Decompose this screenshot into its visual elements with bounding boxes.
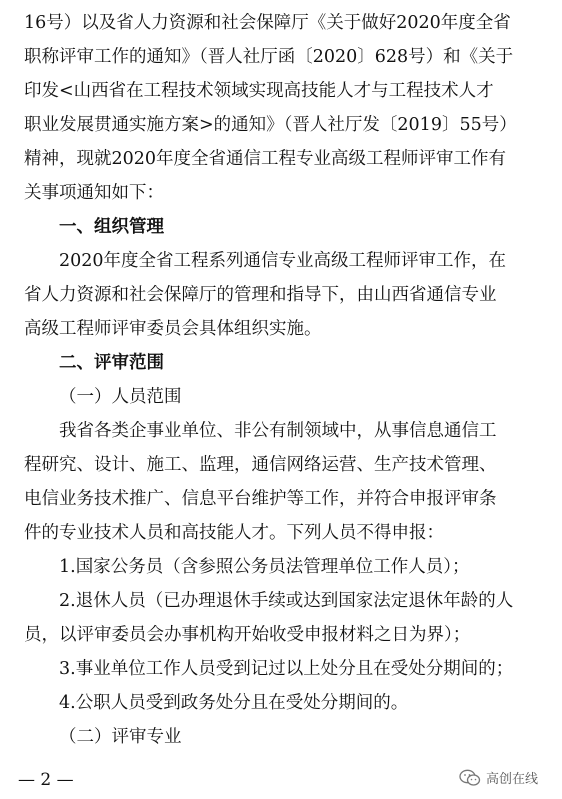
document-body: [24, 6, 540, 754]
text-line: （一）人员范围: [59, 387, 182, 407]
text-line: 职业发展贯通实施方案>的通知》（晋人社厅发〔2019〕55号）: [24, 115, 517, 135]
text-line: 程研究、设计、施工、监理，通信网络运营、生产技术管理、: [24, 455, 497, 475]
section-heading: 一、组织管理: [59, 217, 164, 237]
text-line: 2020年度全省工程系列通信专业高级工程师评审工作，在: [59, 251, 507, 271]
text-line: 件的专业技术人员和高技能人才。下列人员不得申报：: [24, 523, 444, 543]
text-line: 省人力资源和社会保障厅的管理和指导下，由山西省通信专业: [24, 285, 497, 305]
wechat-icon: [459, 769, 481, 787]
text-line: 1.国家公务员（含参照公务员法管理单位工作人员）；: [59, 557, 470, 577]
text-line: 2.退休人员（已办理退休手续或达到国家法定退休年龄的人: [59, 591, 514, 611]
text-line: 关事项通知如下：: [24, 183, 164, 203]
text-line: 16号）以及省人力资源和社会保障厅《关于做好2020年度全省: [24, 13, 511, 33]
text-line: 印发<山西省在工程技术领域实现高技能人才与工程技术人才: [24, 81, 494, 101]
watermark-text: 高创在线: [485, 772, 538, 787]
text-line: 员，以评审委员会办事机构开始收受申报材料之日为界）；: [24, 625, 471, 645]
watermark: [459, 768, 538, 787]
text-line: 电信业务技术推广、信息平台维护等工作，并符合申报评审条: [24, 489, 497, 509]
text-line: 我省各类企事业单位、非公有制领域中，从事信息通信工: [59, 421, 497, 441]
text-line: 4.公职人员受到政务处分且在受处分期间的。: [59, 693, 409, 713]
text-line: 3.事业单位工作人员受到记过以上处分且在受处分期间的；: [59, 659, 514, 679]
section-heading: 二、评审范围: [59, 353, 164, 373]
page-number: — 2 —: [18, 770, 74, 790]
text-line: 高级工程师评审委员会具体组织实施。: [24, 319, 322, 339]
text-line: （二）评审专业: [59, 727, 182, 747]
text-line: 职称评审工作的通知》（晋人社厅函〔2020〕628号）和《关于: [24, 47, 514, 67]
text-line: 精神，现就2020年度全省通信工程专业高级工程师评审工作有: [24, 149, 507, 169]
